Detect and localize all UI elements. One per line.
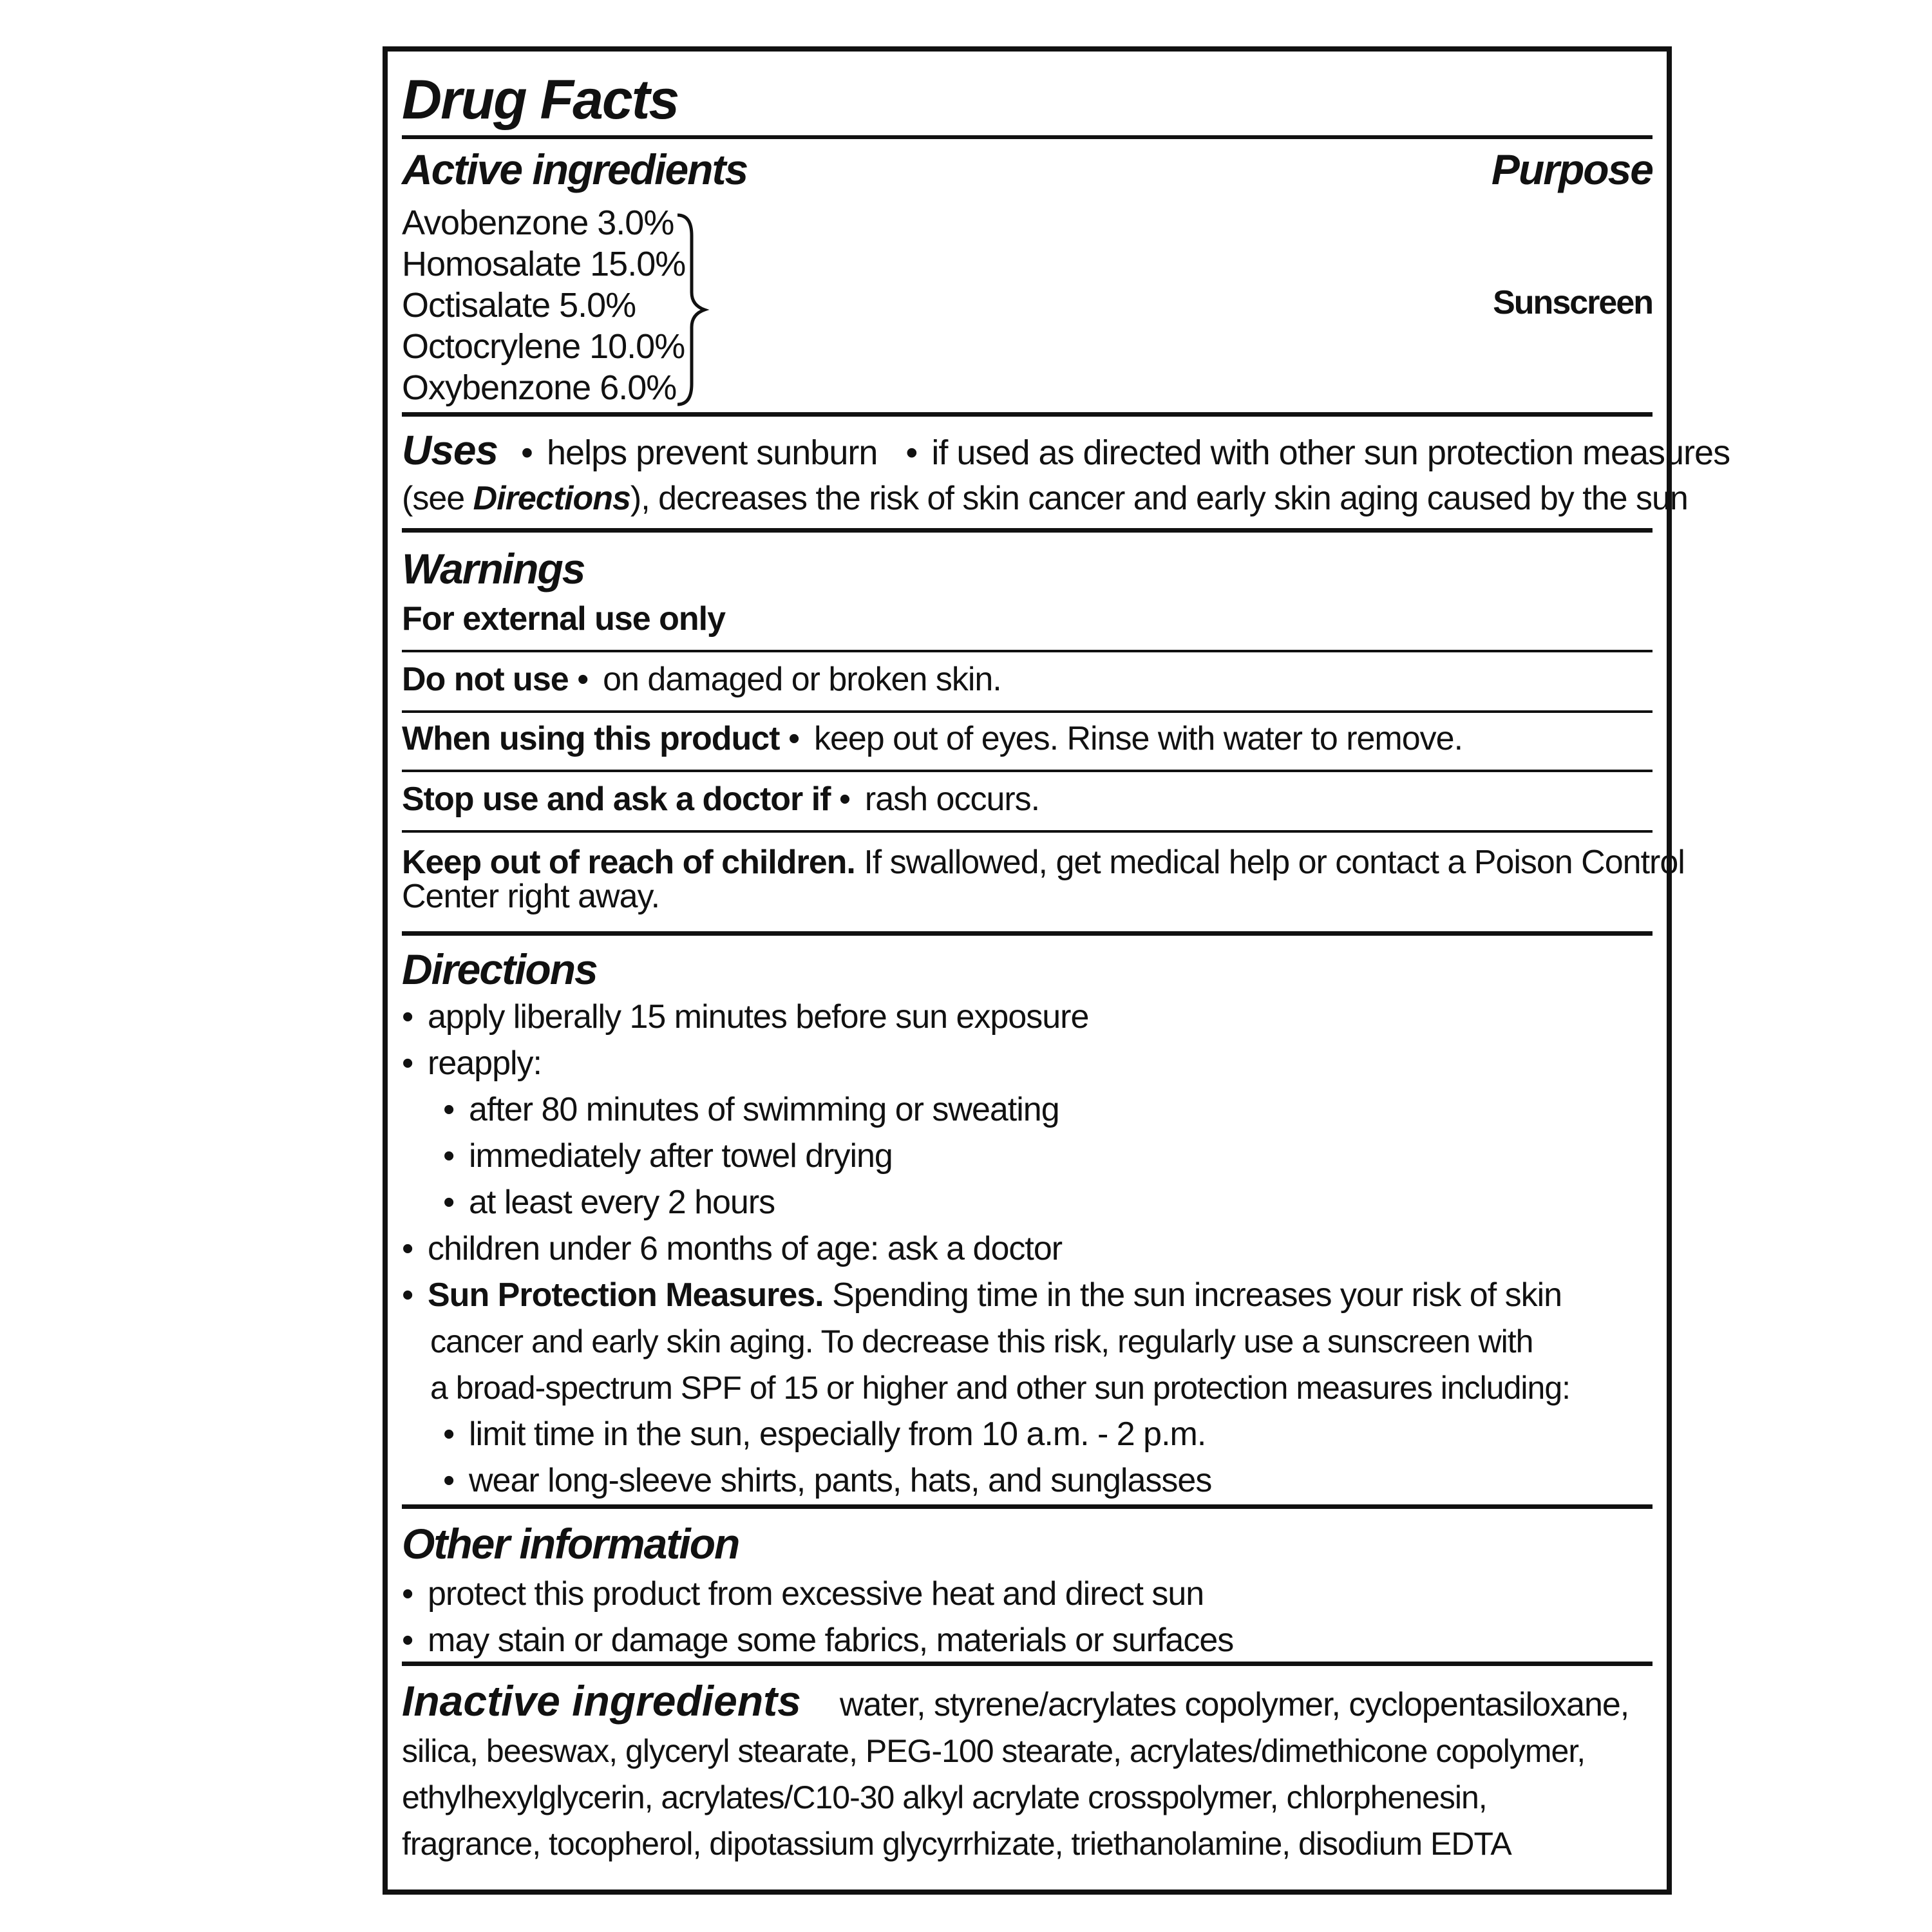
list-item: • at least every 2 hours <box>402 1179 1653 1226</box>
inactive-ingredients-heading: Inactive ingredients <box>402 1677 801 1725</box>
directions-list: • apply liberally 15 minutes before sun exposure • reapply: • after 80 minutes of swimming or sweating • immediately after towel drying • at least every 2 hours • children under 6 months of age: ask a doctor • Sun Protection Measures. Spending time in the sun increases your risk of skin cancer and early skin aging. To decrease this risk, regularly use a sunscreen with a broad-spectrum SPF of 15 or higher and other sun protection measures including: • limit time in the sun, especially from 10 a.m. - 2 p.m. • wear long-sleeve shirts, pants, hats, and sunglasses <box>402 994 1653 1504</box>
bracket-icon <box>672 210 717 410</box>
list-item: • immediately after towel drying <box>402 1133 1653 1179</box>
list-item: • wear long-sleeve shirts, pants, hats, and sunglasses <box>402 1457 1653 1504</box>
uses-item: helps prevent sunburn <box>547 433 878 472</box>
purpose-text: Sunscreen <box>1493 284 1653 321</box>
other-information-heading: Other information <box>402 1520 739 1567</box>
stop-use: Stop use and ask a doctor if • rash occurs. <box>402 776 1039 822</box>
keep-out-continuation: Center right away. <box>402 878 660 915</box>
other-information-section <box>402 1504 1653 1662</box>
active-ingredient-list <box>402 202 685 408</box>
external-use-text: For external use only <box>402 600 726 638</box>
list-item: • children under 6 months of age: ask a doctor <box>402 1226 1653 1272</box>
page-title: Drug Facts <box>402 69 679 131</box>
uses-section: Uses • helps prevent sunburn • if used as directed with other sun protection measures (see Directions), decreases the risk of skin cancer and early skin aging caused by the sun <box>402 412 1653 528</box>
title-section <box>402 64 1653 140</box>
do-not-use: Do not use • on damaged or broken skin. <box>402 656 1001 703</box>
active-ingredients-heading: Active ingredients <box>402 146 748 193</box>
uses-heading: Uses <box>402 427 498 473</box>
drug-facts-panel <box>383 46 1730 1895</box>
warnings-heading: Warnings <box>402 545 585 592</box>
active-ingredient: Homosalate 15.0% <box>402 245 686 283</box>
inactive-ingredients-section: Inactive ingredients water, styrene/acrylates copolymer, cyclopentasiloxane, silica, beeswax, glyceryl stearate, PEG-100 stearate, acrylates/dimethicone copolymer, ethylhexylglycerin, acrylates/C10-30 alkyl acrylate crosspolymer, chlorphenesin, fragrance, tocopherol, dipotassium glycyrrhizate, triethanolamine, disodium EDTA <box>402 1662 1653 1880</box>
directions-section <box>402 931 1653 1504</box>
keep-out-of-reach: Keep out of reach of children. If swallowed, get medical help or contact a Poison Control <box>402 844 1685 881</box>
list-item: • apply liberally 15 minutes before sun exposure <box>402 994 1653 1040</box>
active-ingredient: Avobenzone 3.0% <box>402 204 674 242</box>
list-item: • limit time in the sun, especially from 10 a.m. - 2 p.m. <box>402 1411 1653 1457</box>
list-item: • may stain or damage some fabrics, materials or surfaces <box>402 1617 1233 1663</box>
sun-protection-measures: • Sun Protection Measures. Spending time in the sun increases your risk of skin <box>402 1272 1653 1318</box>
directions-heading: Directions <box>402 945 597 993</box>
active-ingredients-section <box>402 135 1653 412</box>
directions-reference: Directions <box>473 480 630 517</box>
active-ingredient: Oxybenzone 6.0% <box>402 368 677 407</box>
when-using-product: When using this product • keep out of eyes. Rinse with water to remove. <box>402 715 1463 762</box>
list-item: • reapply: <box>402 1040 1653 1086</box>
warnings-section <box>402 528 1685 881</box>
active-ingredient: Octisalate 5.0% <box>402 286 636 325</box>
active-ingredient: Octocrylene 10.0% <box>402 327 685 366</box>
list-item: • after 80 minutes of swimming or sweating <box>402 1086 1653 1133</box>
purpose-heading: Purpose <box>1491 146 1653 193</box>
uses-item: if used as directed with other sun protection measures <box>931 433 1730 472</box>
list-item: • protect this product from excessive heat and direct sun <box>402 1571 1233 1617</box>
